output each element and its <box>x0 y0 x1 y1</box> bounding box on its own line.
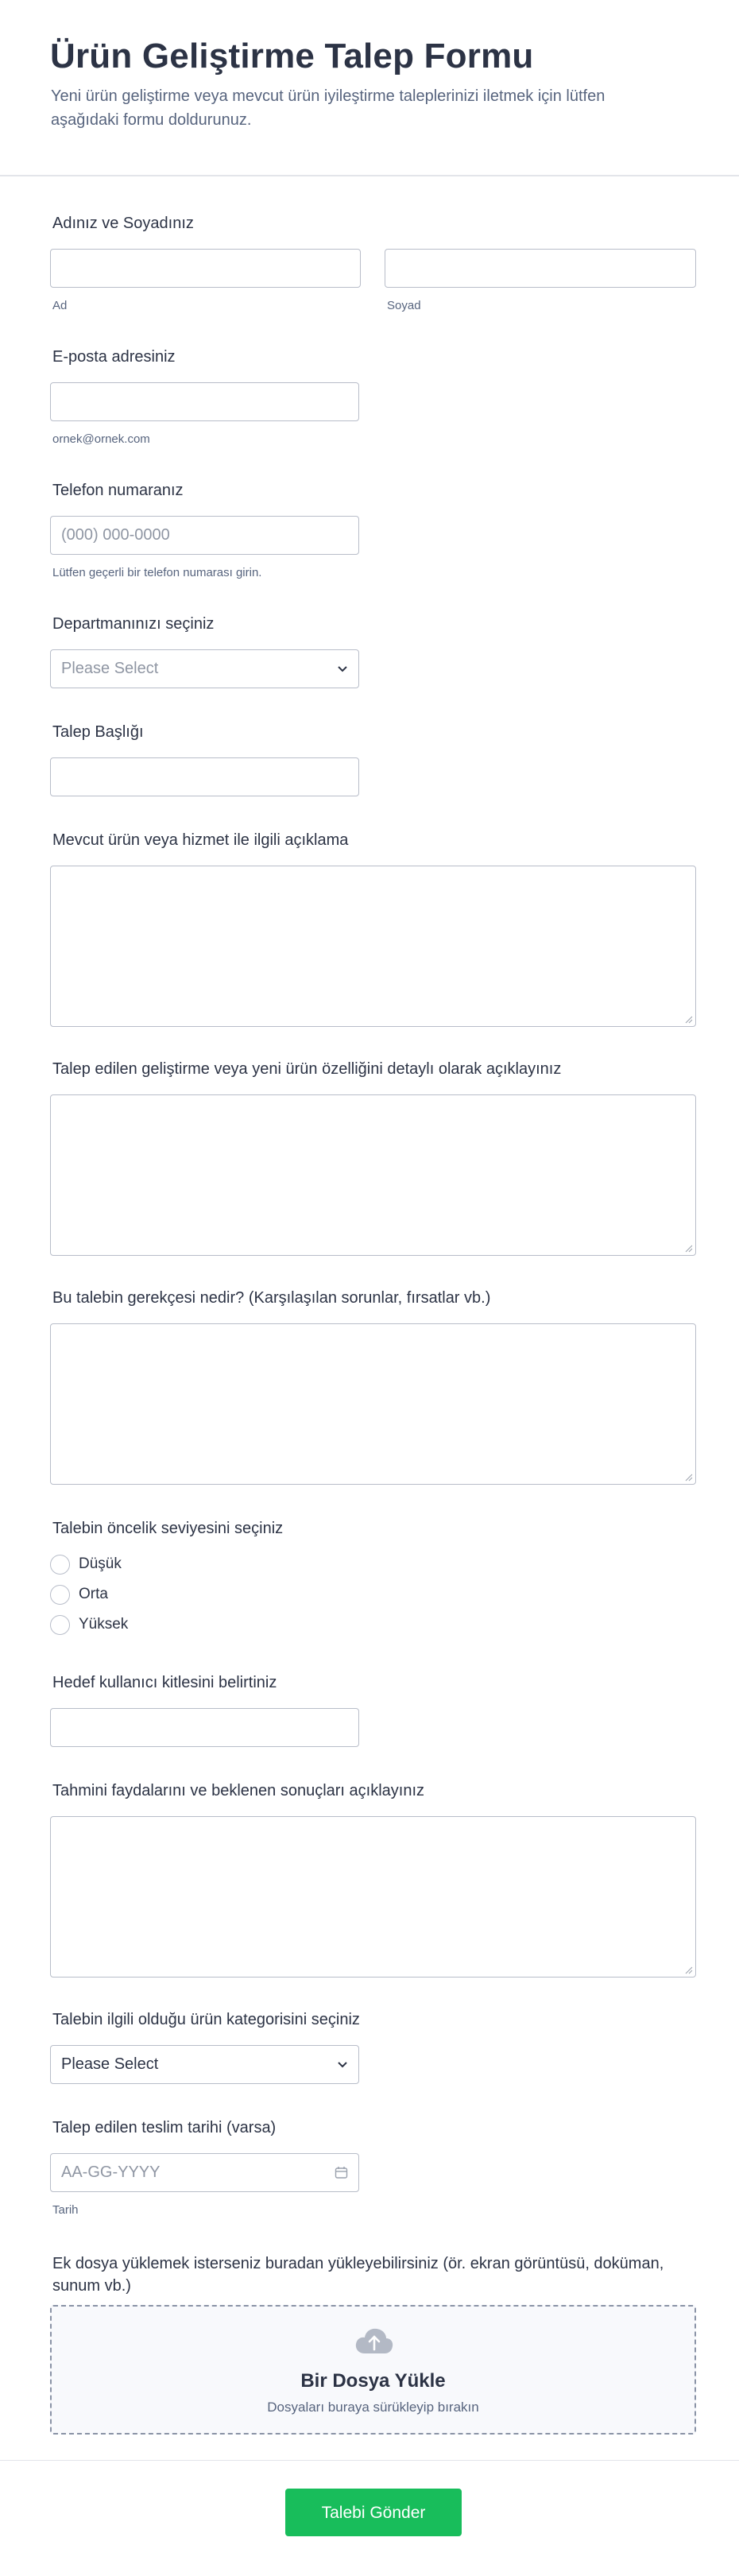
priority-option-label: Orta <box>79 1586 108 1602</box>
priority-option-label: Düşük <box>79 1555 122 1572</box>
chevron-down-icon <box>336 2058 349 2070</box>
improvement-desc-textarea[interactable] <box>50 1094 696 1256</box>
department-select-value: Please Select <box>61 660 159 677</box>
first-name-sublabel: Ad <box>52 299 68 312</box>
phone-label: Telefon numaranız <box>52 482 184 499</box>
name-label: Adınız ve Soyadınız <box>52 215 194 232</box>
phone-input[interactable] <box>50 516 359 555</box>
resize-handle-icon[interactable] <box>685 1966 693 1974</box>
due-date-input[interactable] <box>50 2153 359 2192</box>
category-select-value: Please Select <box>61 2055 159 2073</box>
category-label: Talebin ilgili olduğu ürün kategorisini seçiniz <box>52 2011 360 2028</box>
current-desc-label: Mevcut ürün veya hizmet ile ilgili açıklama <box>52 831 349 849</box>
last-name-input[interactable] <box>385 249 696 288</box>
cloud-upload-icon <box>354 2326 395 2355</box>
request-title-label: Talep Başlığı <box>52 723 144 741</box>
file-upload-dropzone[interactable] <box>50 2305 696 2435</box>
category-select[interactable] <box>50 2045 359 2084</box>
calendar-icon[interactable] <box>335 2166 348 2179</box>
radio-button[interactable] <box>50 1585 70 1605</box>
improvement-desc-label: Talep edilen geliştirme veya yeni ürün özelliğini detaylı olarak açıklayınız <box>52 1060 562 1078</box>
target-audience-label: Hedef kullanıcı kitlesini belirtiniz <box>52 1674 277 1691</box>
benefits-label: Tahmini faydalarını ve beklenen sonuçları açıklayınız <box>52 1782 425 1799</box>
department-label: Departmanınızı seçiniz <box>52 615 215 633</box>
last-name-sublabel: Soyad <box>387 299 421 312</box>
due-date-label: Talep edilen teslim tarihi (varsa) <box>52 2119 277 2136</box>
upload-label: Ek dosya yüklemek isterseniz buradan yükleyebilirsiniz (ör. ekran görüntüsü, doküman, sunum vb.) <box>52 2255 664 2295</box>
resize-handle-icon[interactable] <box>685 1245 693 1253</box>
upload-subtitle: Dosyaları buraya sürükleyip bırakın <box>267 2400 479 2415</box>
email-input[interactable] <box>50 382 359 421</box>
phone-sublabel: Lütfen geçerli bir telefon numarası girin. <box>52 566 262 579</box>
first-name-input[interactable] <box>50 249 361 288</box>
priority-option-low[interactable] <box>50 1553 122 1575</box>
form-title: Ürün Geliştirme Talep Formu <box>50 37 534 76</box>
priority-option-medium[interactable] <box>50 1583 108 1606</box>
phone-placeholder: (000) 000-0000 <box>61 526 170 544</box>
resize-handle-icon[interactable] <box>685 1474 693 1482</box>
upload-title: Bir Dosya Yükle <box>300 2370 446 2392</box>
email-label: E-posta adresiniz <box>52 348 176 366</box>
request-title-input[interactable] <box>50 757 359 796</box>
current-desc-textarea[interactable] <box>50 866 696 1027</box>
department-select[interactable] <box>50 649 359 688</box>
submit-button[interactable]: Talebi Gönder <box>285 2489 462 2536</box>
resize-handle-icon[interactable] <box>685 1016 693 1024</box>
priority-option-label: Yüksek <box>79 1616 129 1633</box>
target-audience-input[interactable] <box>50 1708 359 1747</box>
benefits-textarea[interactable] <box>50 1816 696 1978</box>
justification-textarea[interactable] <box>50 1323 696 1485</box>
due-date-placeholder: AA-GG-YYYY <box>61 2163 161 2181</box>
chevron-down-icon <box>336 662 349 675</box>
form-subtitle: Yeni ürün geliştirme veya mevcut ürün iyileştirme taleplerinizi iletmek için lütfen aşağıdaki formu doldurunuz. <box>51 87 606 129</box>
priority-option-high[interactable] <box>50 1613 128 1636</box>
radio-button[interactable] <box>50 1555 70 1575</box>
form-header <box>0 0 739 176</box>
justification-label: Bu talebin gerekçesi nedir? (Karşılaşılan sorunlar, fırsatlar vb.) <box>52 1289 491 1307</box>
radio-button[interactable] <box>50 1615 70 1635</box>
footer-divider <box>0 2460 739 2461</box>
email-sublabel: ornek@ornek.com <box>52 432 150 446</box>
priority-label: Talebin öncelik seviyesini seçiniz <box>52 1520 284 1537</box>
due-date-sublabel: Tarih <box>52 2203 79 2217</box>
